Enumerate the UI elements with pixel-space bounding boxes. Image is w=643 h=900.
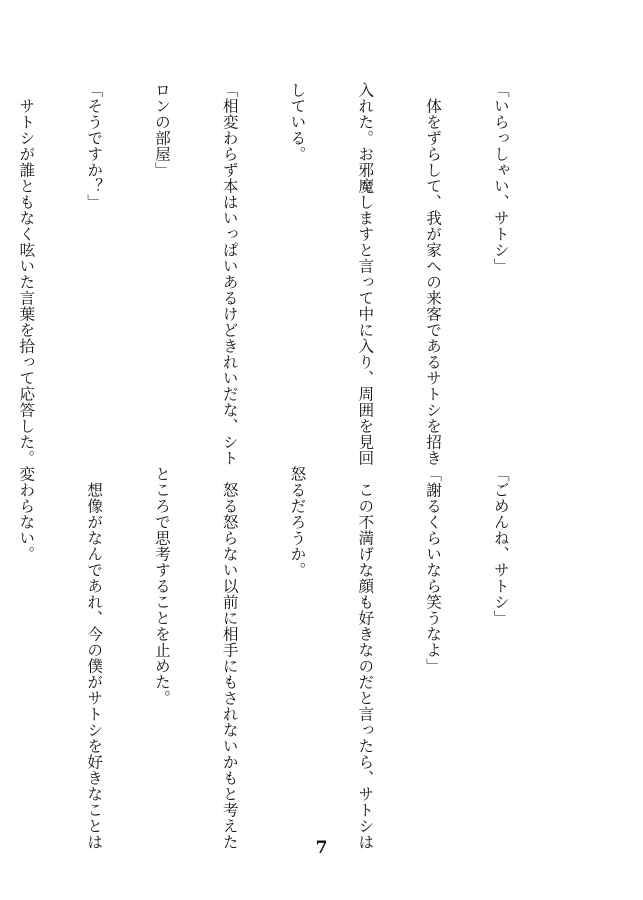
text-line: 「相変わらず本はいっぱいあるけどきれいだな、シト [220, 82, 239, 466]
text-line: 「いらっしゃい、サトシ」 [491, 82, 510, 274]
text-line: 怒る怒らない以前に相手にもされないかもと考えた [220, 466, 239, 850]
text-line: ロンの部屋」 [152, 82, 171, 178]
text-line: している。 [288, 82, 307, 162]
text-line: ところで思考することを止めた。 [152, 466, 171, 706]
text-line: 体をずらして、我が家への来客であるサトシを招き [424, 82, 443, 466]
text-line: 怒るだろうか。 [288, 466, 307, 578]
page-number: 7 [315, 838, 328, 858]
text-line: 「そうですか？」 [85, 82, 104, 210]
text-line: 「ごめんね、サトシ」 [491, 466, 510, 626]
text-block-upper [17, 82, 557, 466]
text-block-lower [17, 466, 557, 850]
text-line: 入れた。お邪魔しますと言って中に入り、周囲を見回 [356, 82, 375, 466]
text-line: 「謝るくらいなら笑うなよ」 [424, 466, 443, 674]
text-line: この不満げな顔も好きなのだと言ったら、サトシは [356, 466, 375, 850]
text-line: サトシが誰ともなく呟いた言葉を拾って応答した。 [17, 82, 36, 466]
text-line: 想像がなんであれ、今の僕がサトシを好きなことは [85, 466, 104, 850]
text-line: 変わらない。 [17, 466, 36, 562]
